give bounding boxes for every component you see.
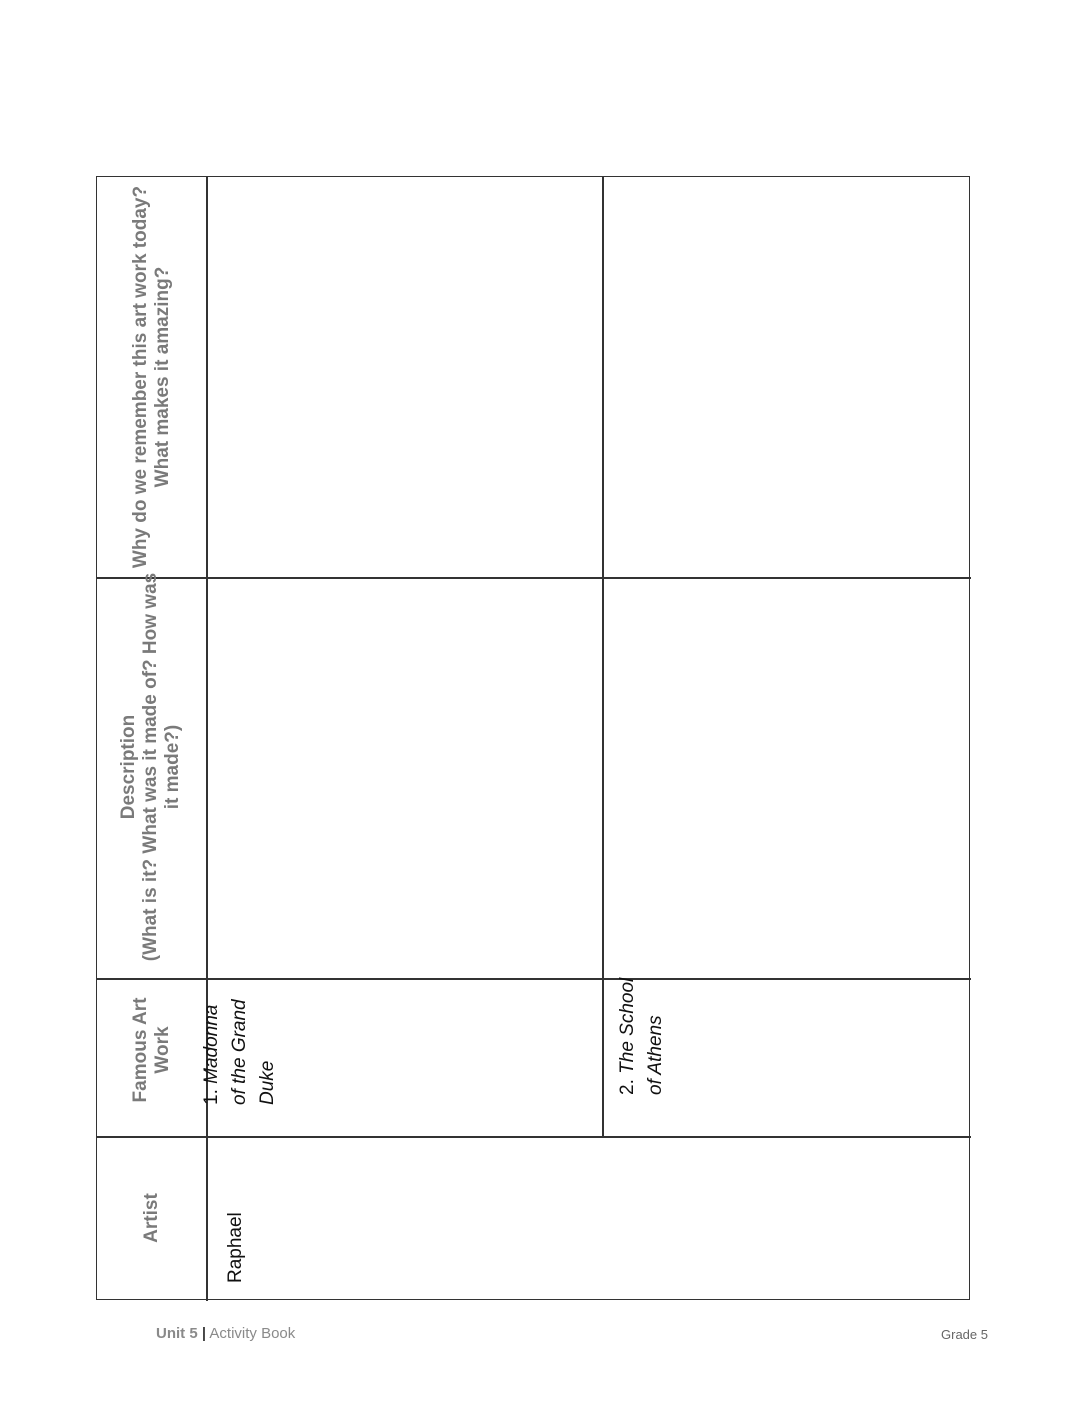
header-description-sub: (What is it? What was it made of? How was it made?)	[140, 572, 183, 962]
footer-unit: Unit 5	[156, 1325, 198, 1342]
header-why-remember-text: Why do we remember this art work today? What makes it amazing?	[130, 185, 173, 569]
header-description-title: Description	[118, 714, 139, 820]
header-famous-art-work-text: Famous Art Work	[130, 997, 173, 1103]
header-famous-art-work	[117, 990, 187, 1110]
header-artist	[137, 1158, 167, 1278]
row1-art-work-cell	[195, 985, 285, 1105]
row1-artist-cell	[216, 1163, 256, 1283]
section-divider-artwork-artist	[97, 1136, 971, 1138]
row2-art-work-title: The School of Athens	[617, 977, 666, 1095]
row-divider-upper	[602, 177, 604, 1137]
row1-art-work-title: Madonna of the Grand Duke	[201, 999, 278, 1105]
section-divider-why-description	[97, 577, 971, 579]
footer-book: Activity Book	[209, 1325, 296, 1342]
section-divider-description-artwork	[97, 978, 971, 980]
header-column-divider	[206, 177, 208, 1301]
footer-grade: Grade 5	[941, 1327, 988, 1342]
row2-art-work-number: 2.	[617, 1079, 638, 1095]
row1-art-work-number: 1.	[201, 1089, 222, 1105]
row2-art-work-cell	[607, 975, 677, 1095]
header-artist-text: Artist	[141, 1193, 162, 1243]
header-description	[116, 567, 186, 967]
footer-separator: |	[201, 1325, 207, 1342]
row1-art-work	[198, 985, 282, 1105]
worksheet-table	[96, 176, 970, 1300]
row1-artist: Raphael	[225, 1212, 246, 1283]
header-why-remember	[130, 177, 173, 577]
row2-art-work	[614, 975, 670, 1095]
footer-unit-label	[156, 1325, 295, 1342]
